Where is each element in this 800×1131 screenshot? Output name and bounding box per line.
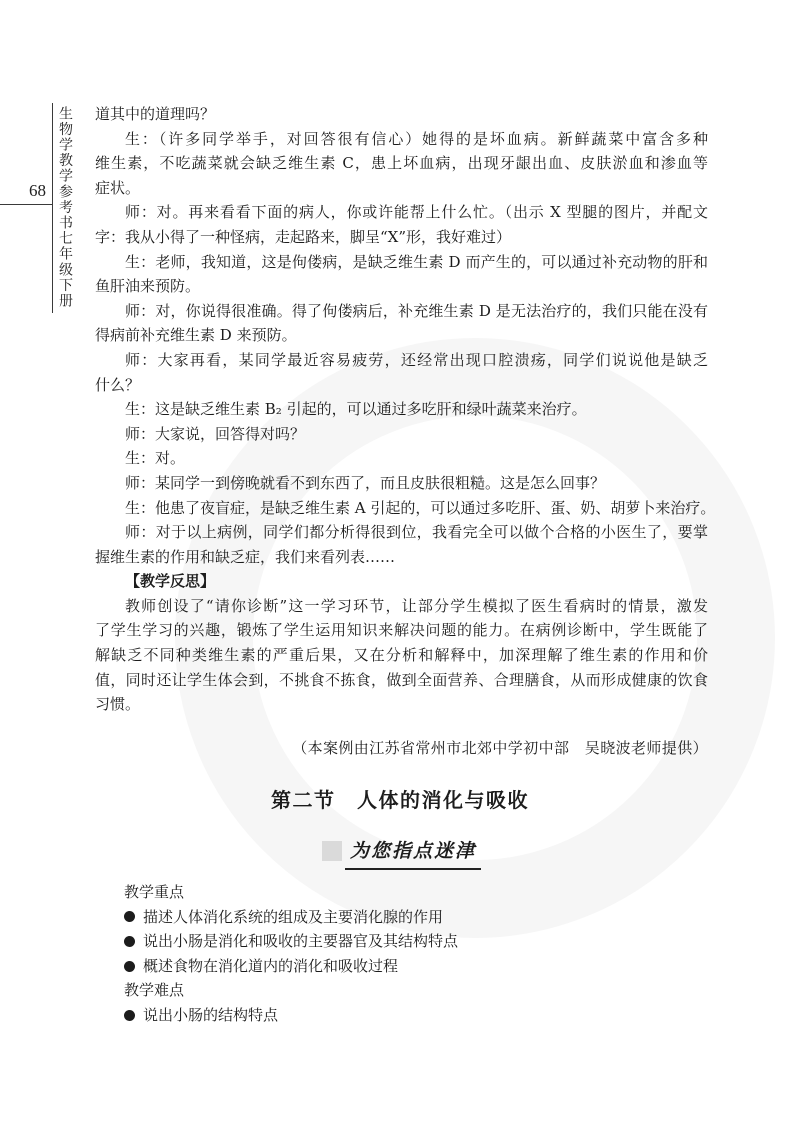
student-answer: [95, 127, 708, 201]
bullet-icon: [124, 961, 135, 972]
guide-heading: 为您指点迷津: [350, 840, 477, 862]
text-line: 握维生素的作用和缺乏症，我们来看列表……: [95, 547, 396, 566]
key-point-item: [124, 929, 708, 954]
teacher-prompt: [95, 422, 708, 447]
guide-heading-underline: [345, 868, 481, 870]
text-line: 症状。: [95, 178, 141, 197]
difficult-points-heading: 教学难点: [124, 981, 185, 1000]
key-point-text: 概述食物在消化道内的消化和吸收过程: [143, 956, 399, 975]
student-answer: [95, 397, 708, 422]
section-title: 第二节 人体的消化与吸收: [271, 788, 529, 812]
text-line: 习惯。: [95, 695, 141, 714]
text-line: 师：对，你说得很准确。得了佝偻病后，补充维生素 D 是无法治疗的，我们只能在没有: [125, 301, 708, 320]
text-line: 鱼肝油来预防。: [95, 277, 201, 296]
text-line: 值，同时还让学生体会到，不挑食不拣食，做到全面营养、合理膳食，从而形成健康的饮食: [95, 670, 708, 689]
text-line: 生：这是缺乏维生素 B₂ 引起的，可以通过多吃肝和绿叶蔬菜来治疗。: [125, 400, 587, 419]
text-line: 解缺乏不同种类维生素的严重后果，又在分析和解释中，加深理解了维生素的作用和价: [95, 646, 708, 665]
text-line: 字：我从小得了一种怪病，走起路来，脚呈“X”形，我好难过）: [95, 227, 512, 246]
teacher-feedback: [95, 299, 708, 348]
difficult-point-text: 说出小肠的结构特点: [143, 1005, 279, 1024]
text-line: 得病前补充维生素 D 来预防。: [95, 326, 297, 345]
difficult-point-item: [124, 1003, 708, 1028]
bullet-icon: [124, 936, 135, 947]
teacher-prompt: [95, 200, 708, 249]
margin-rule: [52, 103, 53, 313]
text-line: 道其中的道理吗？: [95, 105, 216, 123]
page-number: 68: [29, 181, 46, 200]
key-points-heading: 教学重点: [124, 883, 185, 901]
key-point-text: 说出小肠是消化和吸收的主要器官及其结构特点: [143, 932, 459, 951]
reflection-paragraph: [95, 594, 708, 717]
running-title: 生物学教学参考书七年级下册: [57, 106, 73, 309]
lesson-record: [95, 102, 716, 717]
key-point-text: 描述人体消化系统的组成及主要消化腺的作用: [143, 907, 444, 926]
page-number-rule: [0, 204, 53, 205]
text-line: 师：对。再来看看下面的病人，你或许能帮上什么忙。（出示 X 型腿的图片，并配文: [125, 203, 708, 222]
teacher-prompt: [95, 348, 708, 397]
teacher-summary: [95, 520, 708, 569]
reflection-heading: 【教学反思】: [125, 572, 216, 591]
text-line: 什么？: [95, 375, 141, 394]
text-line: 教师创设了“请你诊断”这一学习环节，让部分学生模拟了医生看病时的情景，激发: [125, 596, 708, 615]
square-marker-icon: [322, 841, 342, 861]
case-attribution: （本案例由江苏省常州市北郊中学初中部 吴晓波老师提供）: [292, 739, 708, 757]
text-line: 师：某同学一到傍晚就看不到东西了，而且皮肤很粗糙。这是怎么回事？: [125, 473, 606, 492]
bullet-icon: [124, 1010, 135, 1021]
bullet-icon: [124, 911, 135, 922]
key-point-item: [124, 954, 708, 979]
text-line: 生：他患了夜盲症，是缺乏维生素 A 引起的，可以通过多吃肝、蛋、奶、胡萝卜来治疗。: [125, 498, 716, 517]
student-answer: [95, 496, 716, 521]
continued-text: [95, 102, 708, 127]
teaching-objectives: [124, 880, 708, 1028]
text-line: 师：大家再看，某同学最近容易疲劳，还经常出现口腔溃疡，同学们说说他是缺乏: [125, 350, 708, 369]
student-answer: [95, 446, 708, 471]
text-line: 生：对。: [125, 449, 186, 468]
text-line: 生：（许多同学举手，对回答很有信心）她得的是坏血病。新鲜蔬菜中富含多种: [125, 129, 708, 148]
text-line: 师：对于以上病例，同学们都分析得很到位，我看完全可以做个合格的小医生了，要掌: [125, 523, 708, 542]
text-line: 维生素，不吃蔬菜就会缺乏维生素 C，患上坏血病，出现牙龈出血、皮肤淤血和渗血等: [95, 154, 708, 173]
student-answer: [95, 250, 708, 299]
text-line: 师：大家说，回答得对吗？: [125, 424, 306, 443]
key-point-item: [124, 905, 708, 930]
text-line: 了学生学习的兴趣，锻炼了学生运用知识来解决问题的能力。在病例诊断中，学生既能了: [95, 621, 708, 640]
teacher-prompt: [95, 471, 708, 496]
text-line: 生：老师，我知道，这是佝偻病，是缺乏维生素 D 而产生的，可以通过补充动物的肝和: [125, 252, 708, 271]
